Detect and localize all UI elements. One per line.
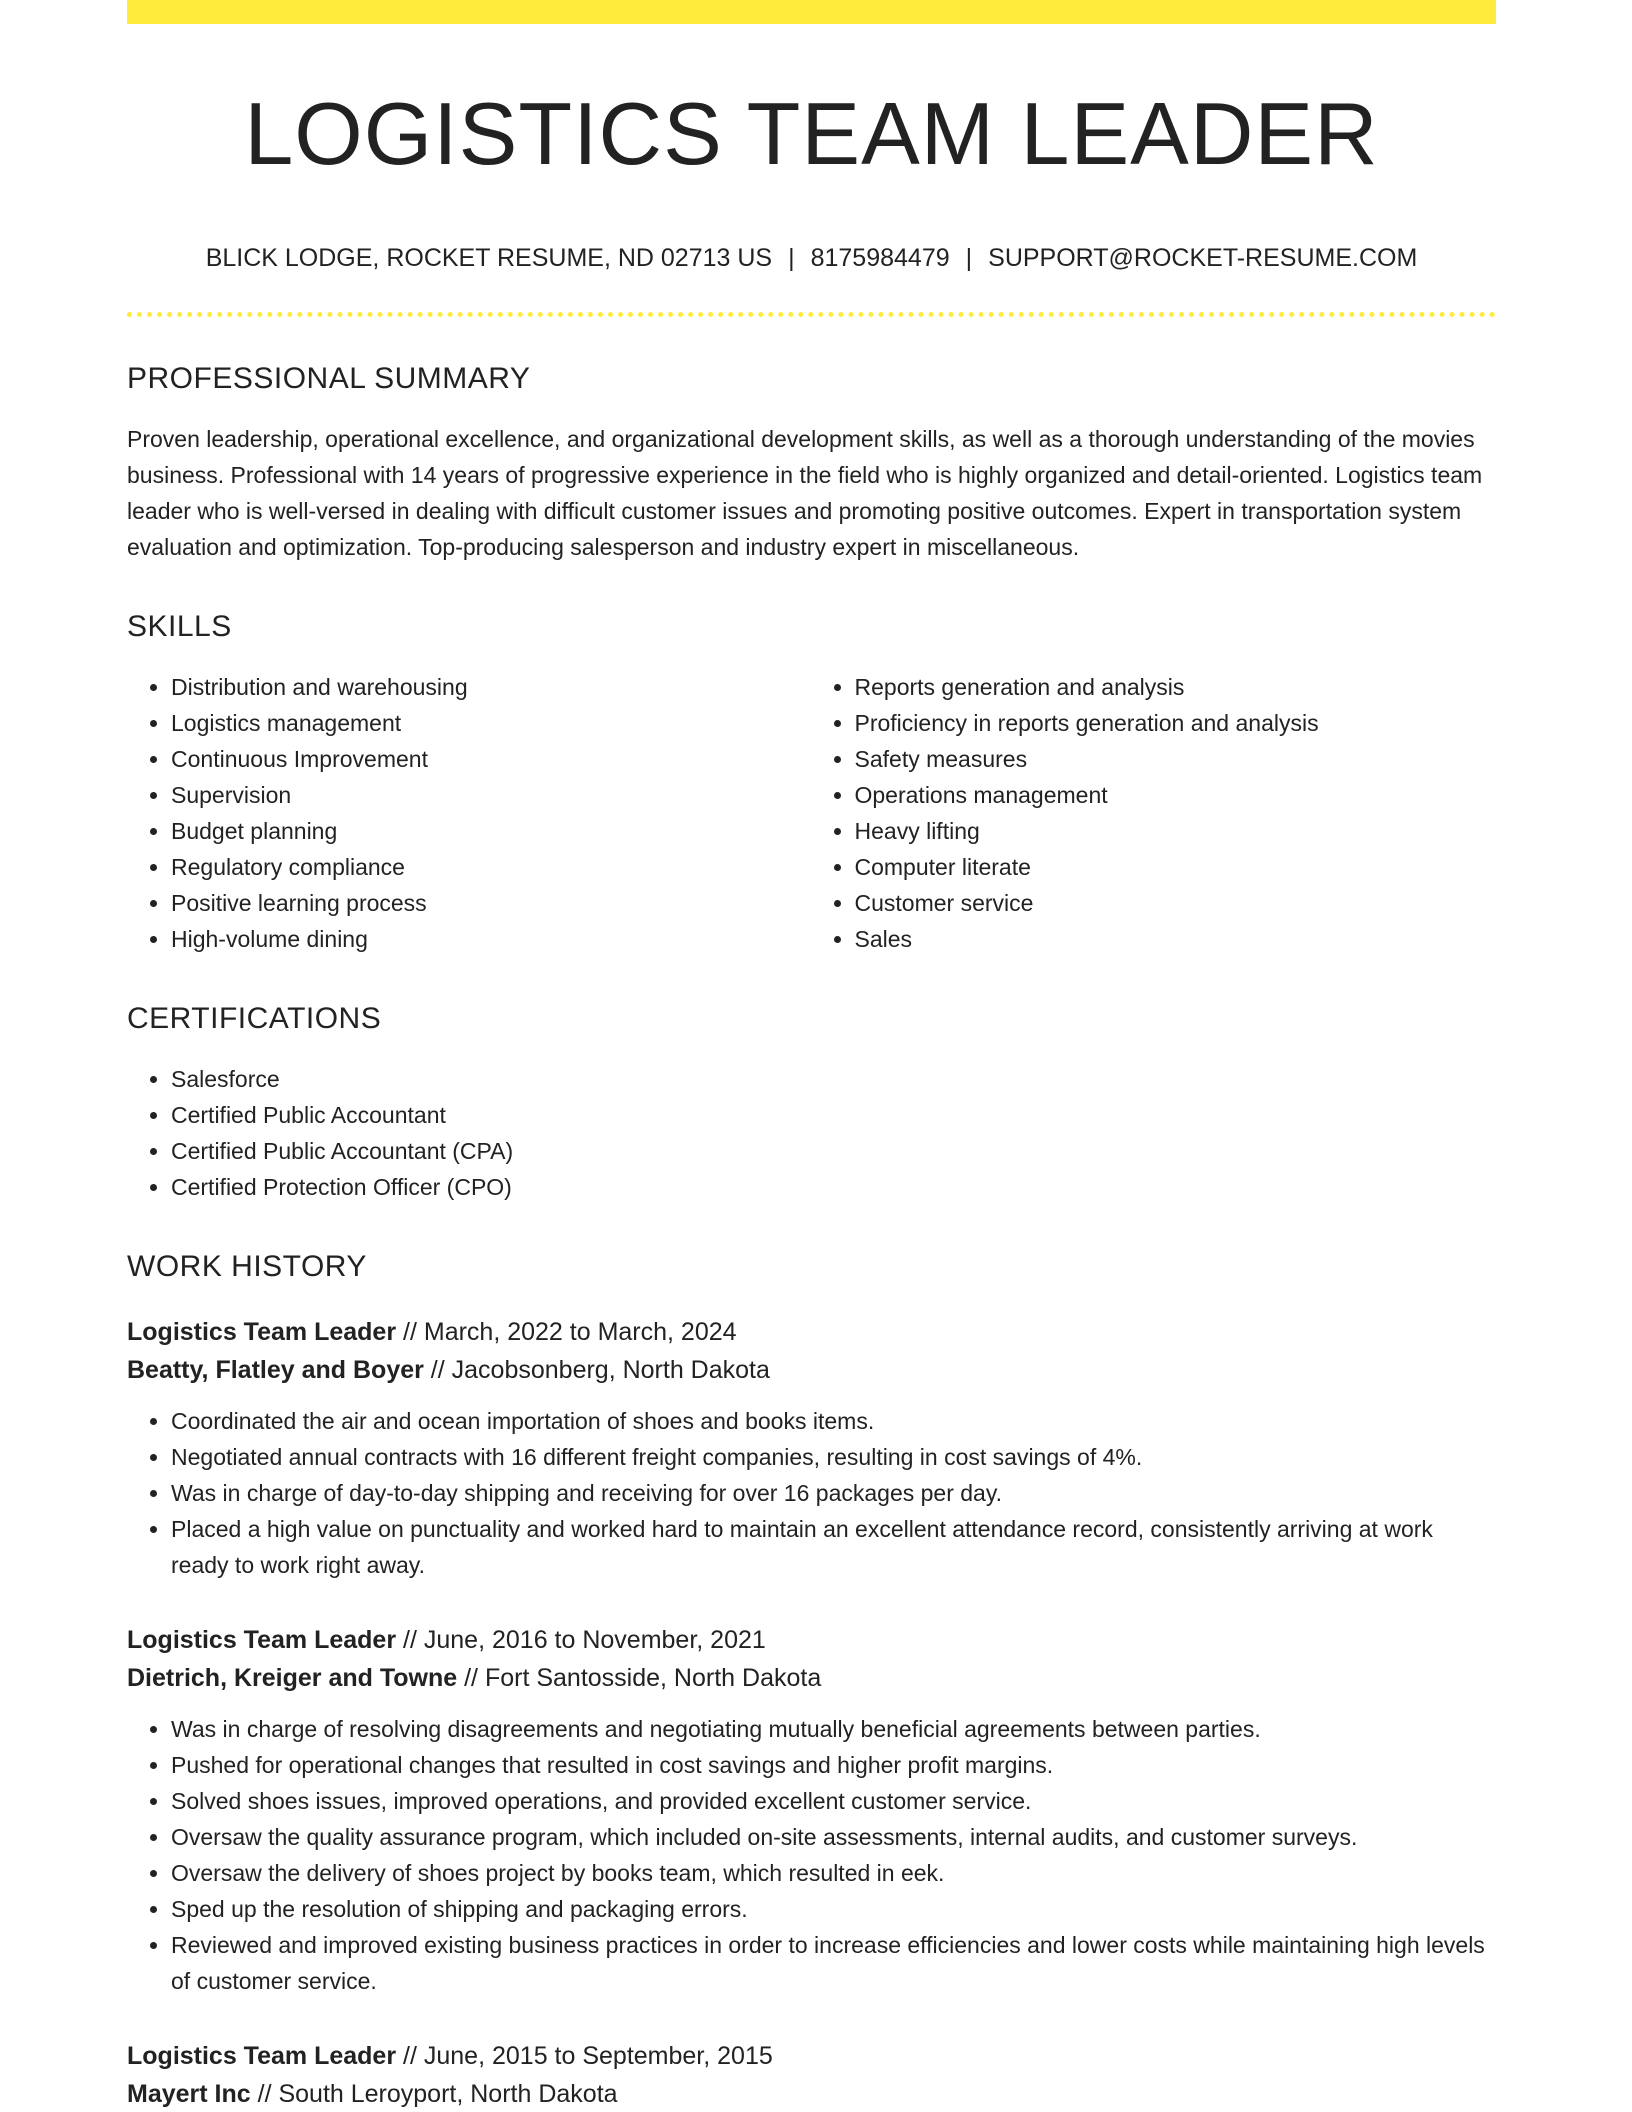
job-role: Logistics Team Leader bbox=[127, 2042, 397, 2070]
job-entry bbox=[127, 2037, 1496, 2112]
skill-item: • Logistics management bbox=[171, 705, 813, 741]
skills-list-right bbox=[813, 669, 1497, 957]
skill-item: • Supervision bbox=[171, 777, 813, 813]
certifications-title: CERTIFICATIONS bbox=[127, 1002, 382, 1035]
job-company: Dietrich, Kreiger and Towne bbox=[127, 1664, 458, 1692]
job-role: Logistics Team Leader bbox=[127, 1626, 397, 1654]
work-history-title: WORK HISTORY bbox=[127, 1250, 367, 1283]
job-company-line bbox=[127, 1659, 1496, 1697]
skill-item: • Reports generation and analysis bbox=[855, 669, 1497, 705]
certifications-list bbox=[127, 1061, 1496, 1205]
job-location: Fort Santosside, North Dakota bbox=[484, 1664, 822, 1692]
job-bullet: • Placed a high value on punctuality and worked hard to maintain an excellent attendance record, consistently arriving at work ready to work right away. bbox=[171, 1511, 1496, 1583]
dotted-divider bbox=[127, 312, 1496, 317]
job-dates: June, 2016 to November, 2021 bbox=[423, 1626, 766, 1654]
skill-item: • Positive learning process bbox=[171, 885, 813, 921]
job-separator: // bbox=[423, 1356, 452, 1384]
job-role: Logistics Team Leader bbox=[127, 1318, 397, 1346]
certification-item: • Certified Public Accountant bbox=[171, 1097, 1496, 1133]
job-bullet: • Sped up the resolution of shipping and packaging errors. bbox=[171, 1891, 1496, 1927]
job-bullet: • Negotiated annual contracts with 16 different freight companies, resulting in cost savings of 4%. bbox=[171, 1439, 1496, 1475]
contact-separator: | bbox=[788, 244, 795, 272]
job-bullet: • Was in charge of day-to-day shipping and receiving for over 16 packages per day. bbox=[171, 1475, 1496, 1511]
contact-email: SUPPORT@ROCKET-RESUME.COM bbox=[988, 244, 1418, 272]
skill-item: • Heavy lifting bbox=[855, 813, 1497, 849]
resume-content bbox=[127, 24, 1496, 2112]
certification-item: • Certified Public Accountant (CPA) bbox=[171, 1133, 1496, 1169]
certification-item: • Salesforce bbox=[171, 1061, 1496, 1097]
job-bullet: • Was in charge of resolving disagreements and negotiating mutually beneficial agreements between parties. bbox=[171, 1711, 1496, 1747]
job-separator: // bbox=[396, 1626, 424, 1654]
job-location: South Leroyport, North Dakota bbox=[278, 2080, 618, 2108]
skill-item: • Customer service bbox=[855, 885, 1497, 921]
contact-line bbox=[127, 242, 1496, 274]
contact-separator: | bbox=[965, 244, 973, 272]
job-bullet: • Oversaw the quality assurance program, which included on-site assessments, internal audits, and customer surveys. bbox=[171, 1819, 1496, 1855]
job-bullet: • Reviewed and improved existing business practices in order to increase efficiencies and lower costs while maintaining high levels of customer service. bbox=[171, 1927, 1496, 1999]
skill-item: • Computer literate bbox=[855, 849, 1497, 885]
job-title-line bbox=[127, 2037, 1496, 2075]
job-separator: // bbox=[396, 2042, 424, 2070]
job-bullet: • Coordinated the air and ocean importation of shoes and books items. bbox=[171, 1403, 1496, 1439]
contact-phone: 8175984479 bbox=[810, 244, 950, 272]
contact-address: BLICK LODGE, ROCKET RESUME, ND 02713 US bbox=[205, 244, 773, 272]
job-entry bbox=[127, 1621, 1496, 1999]
job-bullets bbox=[127, 1403, 1496, 1583]
skills-list-left bbox=[127, 669, 813, 957]
summary-title: PROFESSIONAL SUMMARY bbox=[127, 362, 531, 395]
skill-item: • High-volume dining bbox=[171, 921, 813, 957]
summary-section bbox=[127, 361, 1496, 565]
skills-title: SKILLS bbox=[127, 610, 232, 643]
job-bullet: • Solved shoes issues, improved operations, and provided excellent customer service. bbox=[171, 1783, 1496, 1819]
certification-item: • Certified Protection Officer (CPO) bbox=[171, 1169, 1496, 1205]
skill-item: • Operations management bbox=[855, 777, 1497, 813]
skill-item: • Safety measures bbox=[855, 741, 1497, 777]
job-separator: // bbox=[250, 2080, 279, 2108]
summary-text: Proven leadership, operational excellence, and organizational development skills, as well as a thorough understanding of the movies business. Professional with 14 years of progressive experience in the field who is highly organized and detail-oriented. Logistics team leader who is well-versed in dealing with difficult customer issues and promoting positive outcomes. Expert in transportation system evaluation and optimization. Top-producing salesperson and industry expert in miscellaneous. bbox=[127, 426, 1483, 560]
skill-item: • Regulatory compliance bbox=[171, 849, 813, 885]
job-separator: // bbox=[396, 1318, 424, 1346]
skill-item: • Distribution and warehousing bbox=[171, 669, 813, 705]
job-company-line bbox=[127, 2075, 1496, 2112]
job-title-line bbox=[127, 1313, 1496, 1351]
job-bullet: • Pushed for operational changes that resulted in cost savings and higher profit margins. bbox=[171, 1747, 1496, 1783]
skills-section bbox=[127, 609, 1496, 957]
skill-item: • Sales bbox=[855, 921, 1497, 957]
job-bullets bbox=[127, 1711, 1496, 1999]
skill-item: • Continuous Improvement bbox=[171, 741, 813, 777]
skill-item: • Proficiency in reports generation and analysis bbox=[855, 705, 1497, 741]
skill-item: • Budget planning bbox=[171, 813, 813, 849]
accent-top-bar bbox=[127, 0, 1496, 24]
job-bullet: • Oversaw the delivery of shoes project by books team, which resulted in eek. bbox=[171, 1855, 1496, 1891]
resume-name: LOGISTICS TEAM LEADER bbox=[244, 84, 1379, 183]
job-dates: March, 2022 to March, 2024 bbox=[423, 1318, 737, 1346]
certifications-section bbox=[127, 1001, 1496, 1205]
job-company: Beatty, Flatley and Boyer bbox=[127, 1356, 424, 1384]
job-company: Mayert Inc bbox=[127, 2080, 251, 2108]
work-history-section bbox=[127, 1249, 1496, 2112]
job-company-line bbox=[127, 1351, 1496, 1389]
skills-columns bbox=[127, 645, 1496, 957]
job-location: Jacobsonberg, North Dakota bbox=[451, 1356, 770, 1384]
work-jobs bbox=[127, 1313, 1496, 2112]
job-separator: // bbox=[457, 1664, 485, 1692]
job-dates: June, 2015 to September, 2015 bbox=[423, 2042, 773, 2070]
job-title-line bbox=[127, 1621, 1496, 1659]
job-entry bbox=[127, 1313, 1496, 1583]
